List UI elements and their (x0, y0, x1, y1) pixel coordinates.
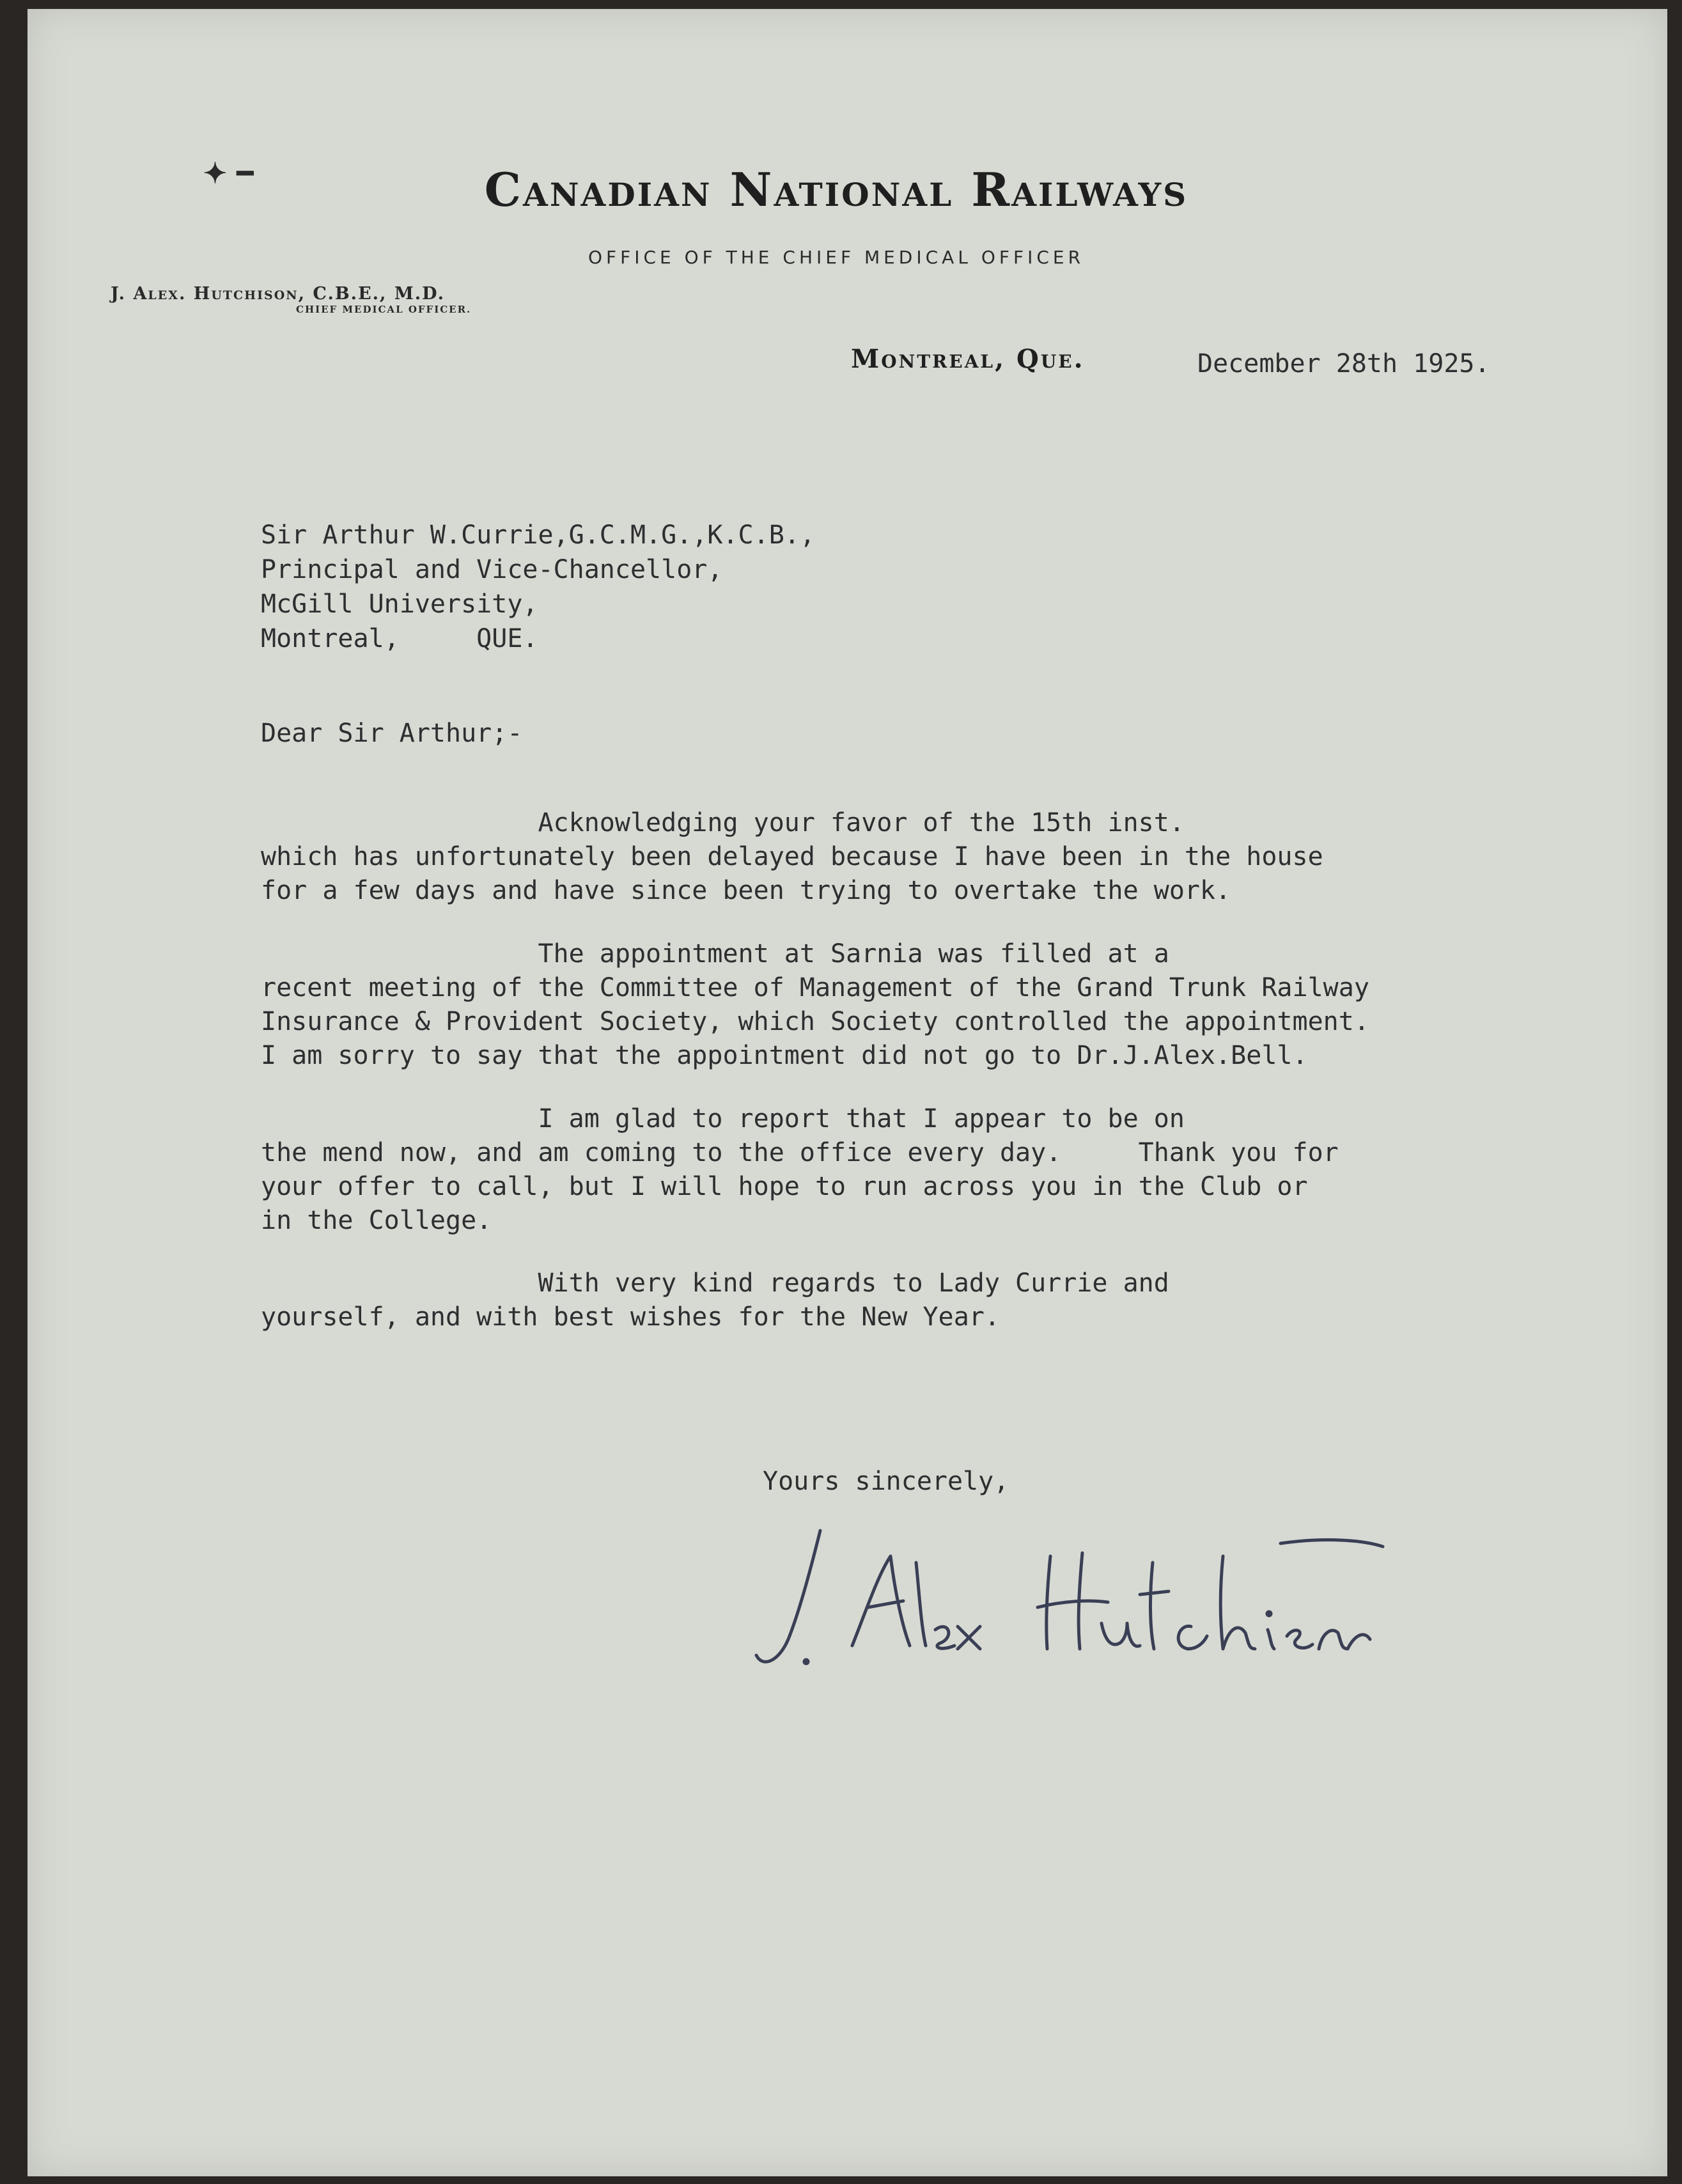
body-line: in the College. (261, 1206, 492, 1235)
address-line: Montreal, QUE. (261, 624, 538, 653)
address-line: McGill University, (261, 589, 538, 619)
body-line: I am glad to report that I appear to be on (261, 1104, 1185, 1134)
body-line: The appointment at Sarnia was filled at a (261, 939, 1169, 969)
letter-date: December 28th 1925. (1197, 349, 1490, 378)
closing: Yours sincerely, (763, 1467, 1009, 1496)
salutation: Dear Sir Arthur;- (261, 719, 523, 748)
officer-name: J. Alex. Hutchison, C.B.E., M.D. (111, 284, 445, 304)
body-line: yourself, and with best wishes for the New Year. (261, 1302, 1000, 1332)
letter-sheet (27, 9, 1667, 2176)
address-line: Sir Arthur W.Currie,G.C.M.G.,K.C.B., (261, 520, 815, 550)
body-line: recent meeting of the Committee of Management of the Grand Trunk Railway (261, 973, 1369, 1002)
body-line: Insurance & Provident Society, which Society controlled the appointment. (261, 1007, 1369, 1036)
letterhead-place: Montreal, Que. (851, 344, 1085, 374)
body-line: your offer to call, but I will hope to run across you in the Club or (261, 1172, 1308, 1201)
company-name: Canadian National Railways (484, 162, 1188, 217)
body-line: Acknowledging your favor of the 15th inst. (261, 808, 1185, 838)
office-subtitle: OFFICE OF THE CHIEF MEDICAL OFFICER (588, 247, 1085, 268)
body-line: With very kind regards to Lady Currie and (261, 1268, 1169, 1298)
officer-title: CHIEF MEDICAL OFFICER. (296, 304, 472, 315)
body-line: for a few days and have since been trying to overtake the work. (261, 876, 1231, 905)
stain-mark: ✦ ━ (203, 157, 254, 190)
body-line: I am sorry to say that the appointment did not go to Dr.J.Alex.Bell. (261, 1041, 1308, 1070)
body-line: which has unfortunately been delayed because I have been in the house (261, 842, 1323, 871)
handwritten-signature (718, 1518, 1389, 1690)
body-line: the mend now, and am coming to the office every day. Thank you for (261, 1138, 1339, 1167)
address-line: Principal and Vice-Chancellor, (261, 555, 723, 584)
